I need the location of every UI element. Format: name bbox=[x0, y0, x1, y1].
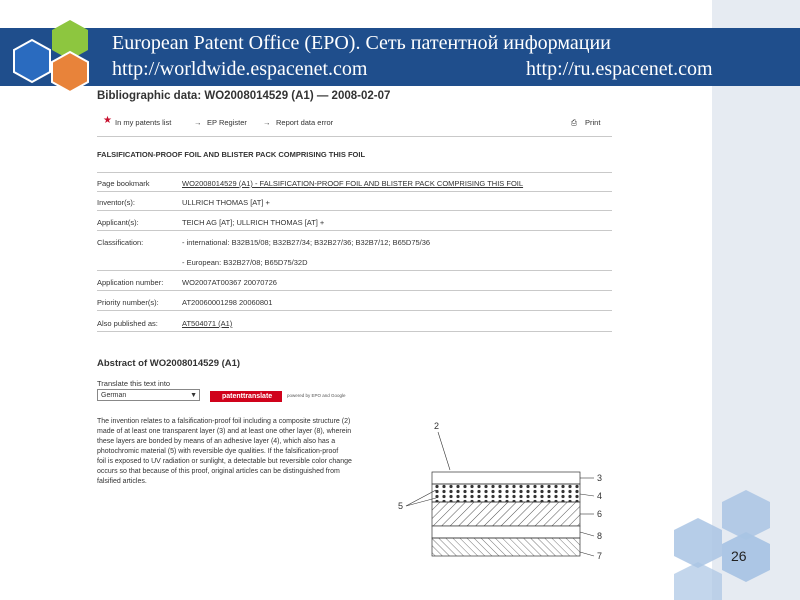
layer-8 bbox=[432, 526, 580, 538]
patent-title: FALSIFICATION-PROOF FOIL AND BLISTER PACK COMPRISING THIS FOIL bbox=[97, 150, 366, 159]
abstract-line: made of at least one transparent layer (3) and at least one other layer (8), wherein bbox=[97, 428, 352, 435]
star-icon[interactable]: ★ bbox=[103, 115, 112, 126]
arrow-icon: → bbox=[194, 118, 202, 127]
row-value-bookmark[interactable]: WO2008014529 (A1) - FALSIFICATION-PROOF FOIL AND BLISTER PACK COMPRISING THIS FOIL bbox=[182, 179, 524, 188]
abstract-text bbox=[97, 417, 397, 487]
report-error-link[interactable]: Report data error bbox=[276, 118, 334, 127]
abstract-line: falsified articles. bbox=[97, 478, 147, 485]
layer-7 bbox=[432, 538, 580, 556]
row-label-priority: Priority number(s): bbox=[97, 298, 159, 307]
leader-7 bbox=[580, 552, 594, 556]
figure-label-3: 3 bbox=[597, 473, 603, 483]
hexagon-orange bbox=[52, 52, 88, 92]
row-value-applicant: TEICH AG [AT]; ULLRICH THOMAS [AT] + bbox=[182, 218, 325, 227]
figure-label-7: 7 bbox=[597, 551, 603, 561]
row-label-inventor: Inventor(s): bbox=[97, 198, 135, 207]
slide-title: European Patent Office (EPO). Сеть патентной информации bbox=[112, 32, 611, 54]
hexagon-light-bottom bbox=[674, 562, 722, 600]
leader-4 bbox=[580, 494, 594, 496]
leader-8 bbox=[580, 532, 594, 536]
row-value-application: WO2007AT00367 20070726 bbox=[182, 278, 277, 287]
translate-label: Translate this text into bbox=[97, 379, 171, 388]
abstract-title: Abstract of WO2008014529 (A1) bbox=[97, 358, 241, 369]
divider bbox=[97, 210, 612, 211]
divider bbox=[97, 230, 612, 231]
row-label-classification: Classification: bbox=[97, 238, 144, 247]
abstract-line: The invention relates to a falsification-proof foil including a composite structure (2) bbox=[97, 418, 351, 425]
divider bbox=[97, 191, 612, 192]
leader-2 bbox=[438, 432, 450, 470]
arrow-icon: → bbox=[263, 118, 271, 127]
divider bbox=[97, 331, 612, 332]
bibliographic-title: Bibliographic data: WO2008014529 (A1) — 2008-02-07 bbox=[97, 90, 391, 102]
abstract-line: photochromic material (5) with reversible dye qualities. If the falsification-proof bbox=[97, 448, 339, 455]
url-ru[interactable]: http://ru.espacenet.com bbox=[526, 58, 713, 80]
figure-label-4: 4 bbox=[597, 491, 603, 501]
my-patents-link[interactable]: In my patents list bbox=[115, 118, 172, 127]
ep-register-link[interactable]: EP Register bbox=[207, 118, 247, 127]
abstract-line: foil is exposed to UV radiation or sunlight, a detectable but reversible color change bbox=[97, 458, 352, 465]
abstract-line: these layers are bonded by means of an adhesive layer (4), which also has a bbox=[97, 438, 336, 445]
hexagon-decoration bbox=[0, 10, 112, 110]
row-value-also-published[interactable]: AT504071 (A1) bbox=[182, 319, 233, 328]
layer-4 bbox=[432, 484, 580, 502]
abstract-line: occurs so that because of this proof, original articles can be distinguished from bbox=[97, 468, 340, 475]
page-number: 26 bbox=[731, 548, 747, 564]
figure-label-8: 8 bbox=[597, 531, 603, 541]
divider bbox=[97, 172, 612, 173]
print-icon[interactable]: ⎙ bbox=[571, 118, 577, 127]
figure-label-5: 5 bbox=[398, 501, 404, 511]
patent-figure bbox=[392, 414, 614, 564]
powered-by-text: powered by EPO and Google bbox=[287, 393, 346, 398]
divider bbox=[97, 136, 612, 137]
row-value-priority: AT20060001298 20060801 bbox=[182, 298, 273, 307]
figure-label-2: 2 bbox=[434, 421, 440, 431]
row-label-applicant: Applicant(s): bbox=[97, 218, 139, 227]
hexagon-light-left bbox=[674, 518, 722, 568]
row-label-application: Application number: bbox=[97, 278, 164, 287]
divider bbox=[97, 290, 612, 291]
chevron-down-icon: ▼ bbox=[190, 392, 197, 399]
row-label-also-published: Also published as: bbox=[97, 319, 158, 328]
row-value-classification-intl[interactable]: - international: B32B15/08; B32B27/34; B32B27/36; B32B7/12; B65D75/36 bbox=[182, 238, 431, 247]
print-link[interactable]: Print bbox=[585, 118, 601, 127]
leader-5a bbox=[406, 490, 436, 506]
layer-3 bbox=[432, 472, 580, 484]
doc-toolbar bbox=[97, 116, 612, 132]
language-select-value: German bbox=[101, 392, 127, 399]
hexagon-blue bbox=[14, 40, 50, 82]
divider bbox=[97, 270, 612, 271]
row-label-bookmark: Page bookmark bbox=[97, 179, 150, 188]
figure-label-6: 6 bbox=[597, 509, 603, 519]
language-select[interactable] bbox=[97, 389, 200, 401]
row-value-inventor: ULLRICH THOMAS [AT] + bbox=[182, 198, 270, 207]
leader-5b bbox=[406, 498, 436, 506]
patenttranslate-logo[interactable]: patenttranslate bbox=[210, 391, 282, 402]
layer-6 bbox=[432, 502, 580, 526]
url-worldwide[interactable]: http://worldwide.espacenet.com bbox=[112, 58, 368, 80]
row-value-classification-eu[interactable]: - European: B32B27/08; B65D75/32D bbox=[182, 258, 308, 267]
divider bbox=[97, 310, 612, 311]
hexagon-cluster-bottom bbox=[670, 488, 800, 600]
